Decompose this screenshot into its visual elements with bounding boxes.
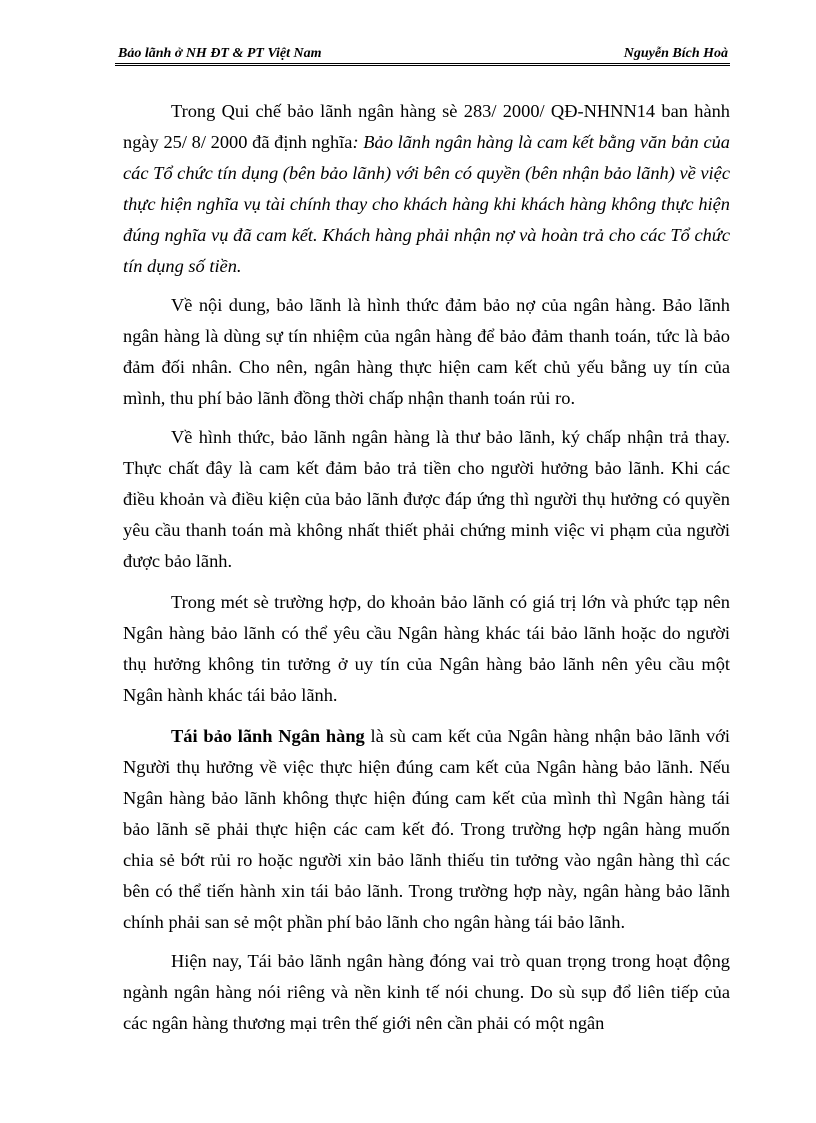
header-author: Nguyễn Bích Hoà (623, 46, 728, 61)
page-header (115, 40, 730, 66)
paragraph-definition (123, 96, 730, 282)
definition-quote: : Bảo lãnh ngân hàng là cam kết bằng văn bản của các Tổ chức tín dụng (bên bảo lãnh) với bên có quyền (bên nhận bảo lãnh) về việc thực hiện nghĩa vụ tài chính thay cho khách hàng khi khách hàng không thực hiện đúng nghĩa vụ đã cam kết. Khách hàng phải nhận nợ và hoàn trả cho các Tổ chức tín dụng số tiền. (123, 132, 730, 276)
document-body (123, 96, 730, 1049)
reguarantee-term: Tái bảo lãnh Ngân hàng (171, 726, 365, 746)
paragraph-reguarantee (123, 721, 730, 938)
paragraph-current-role: Hiện nay, Tái bảo lãnh ngân hàng đóng vai trò quan trọng trong hoạt động ngành ngân hàng nói riêng và nền kinh tế nói chung. Do sù sụp đổ liên tiếp của các ngân hàng thương mại trên thế giới nên cần phải có một ngân (123, 951, 730, 1033)
reguarantee-definition: là sù cam kết của Ngân hàng nhận bảo lãnh với Người thụ hưởng về việc thực hiện đúng cam kết của Ngân hàng bảo lãnh. Nếu Ngân hàng bảo lãnh không thực hiện đúng cam kết của mình thì Ngân hàng tái bảo lãnh sẽ phải thực hiện các cam kết đó. Trong trường hợp ngân hàng muốn chia sẻ bớt rủi ro hoặc người xin bảo lãnh thiếu tin tưởng vào ngân hàng thì các bên có thể tiến hành xin tái bảo lãnh. Trong trường hợp này, ngân hàng bảo lãnh chính phải san sẻ một phần phí bảo lãnh cho ngân hàng tái bảo lãnh. (123, 726, 730, 932)
paragraph-content: Về nội dung, bảo lãnh là hình thức đảm bảo nợ của ngân hàng. Bảo lãnh ngân hàng là dùng sự tín nhiệm của ngân hàng để bảo đảm thanh toán, tức là bảo đảm đối nhân. Cho nên, ngân hàng thực hiện cam kết chủ yếu bằng uy tín của mình, thu phí bảo lãnh đồng thời chấp nhận thanh toán rủi ro. (123, 295, 730, 408)
header-title: Bảo lãnh ở NH ĐT & PT Việt Nam (118, 46, 322, 61)
paragraph-cases: Trong mét sè trường hợp, do khoản bảo lãnh có giá trị lớn và phức tạp nên Ngân hàng bảo lãnh có thể yêu cầu Ngân hàng khác tái bảo lãnh hoặc do người thụ hưởng không tin tưởng ở uy tín của Ngân hàng bảo lãnh nên yêu cầu một Ngân hành khác tái bảo lãnh. (123, 592, 730, 705)
definition-lead: Trong Qui chế bảo lãnh ngân hàng sè 283/ 2000/ QĐ-NHNN14 ban hành ngày 25/ 8/ 2000 đã định nghĩa (123, 101, 730, 152)
paragraph-form: Về hình thức, bảo lãnh ngân hàng là thư bảo lãnh, ký chấp nhận trả thay. Thực chất đây là cam kết đảm bảo trả tiền cho người hưởng bảo lãnh. Khi các điều khoản và điều kiện của bảo lãnh được đáp ứng thì người thụ hưởng có quyền yêu cầu thanh toán mà không nhất thiết phải chứng minh việc vi phạm của người được bảo lãnh. (123, 427, 730, 571)
